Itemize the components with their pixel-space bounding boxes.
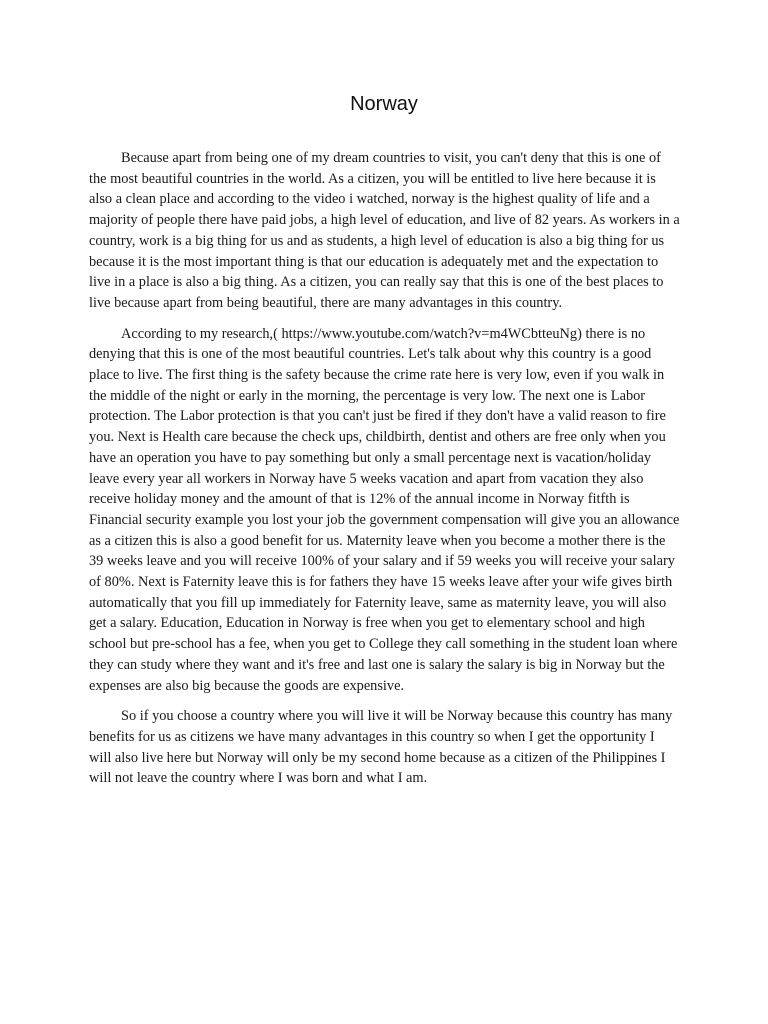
paragraph-research: According to my research,( https://www.youtube.com/watch?v=m4WCbtteuNg) there is no denying that this is one of the most beautiful countries. Let's talk about why this country is a good place to live. The first thing is the safety because the crime rate here is very low, even if you walk in the middle of the night or early in the morning, the percentage is very low. The next one is Labor protection. The Labor protection is that you can't just be fired if they don't have a valid reason to fire you. Next is Health care because the check ups, childbirth, dentist and others are free only when you have an operation you have to pay something but only a small percentage next is vacation/holiday leave every year all workers in Norway have 5 weeks vacation and apart from vacation they also receive holiday money and the amount of that is 12% of the annual income in Norway fitfth is Financial security example you lost your job the government compensation will give you an allowance as a citizen this is also a good benefit for us. Maternity leave when you become a mother there is the 39 weeks leave and you will receive 100% of your salary and if 59 weeks you will receive your salary of 80%. Next is Faternity leave this is for fathers they have 15 weeks leave after your wife gives birth automatically that you fill up immediately for Faternity leave, same as maternity leave, you will also get a salary. Education, Education in Norway is free when you get to elementary school and high school but pre-school has a fee, when you get to College they call something in the student loan where they can study where they want and it's free and last one is salary the salary is big in Norway but the expenses are also big because the goods are expensive. xyxy=(89,325,680,694)
paragraph-intro: Because apart from being one of my dream countries to visit, you can't deny that this is one of the most beautiful countries in the world. As a citizen, you will be entitled to live here because it is also a clean place and according to the video i watched, norway is the highest quality of life and a majority of people there have paid jobs, a high level of education, and live of 82 years. As workers in a country, work is a big thing for us and as students, a high level of education is also a big thing for us because it is the most important thing is that our education is adequately met and the expectation to live in a place is also a big thing. As a citizen, you can really say that this is one of the best places to live because apart from being beautiful, there are many advantages in this country. xyxy=(89,150,680,311)
document-body xyxy=(89,148,680,799)
document-title: Norway xyxy=(350,93,418,115)
paragraph-conclusion: So if you choose a country where you will live it will be Norway because this country has many benefits for us as citizens we have many advantages in this country so when I get the opportunity I will also live here but Norway will only be my second home because as a citizen of the Philippines I will not leave the country where I was born and what I am. xyxy=(89,708,673,787)
